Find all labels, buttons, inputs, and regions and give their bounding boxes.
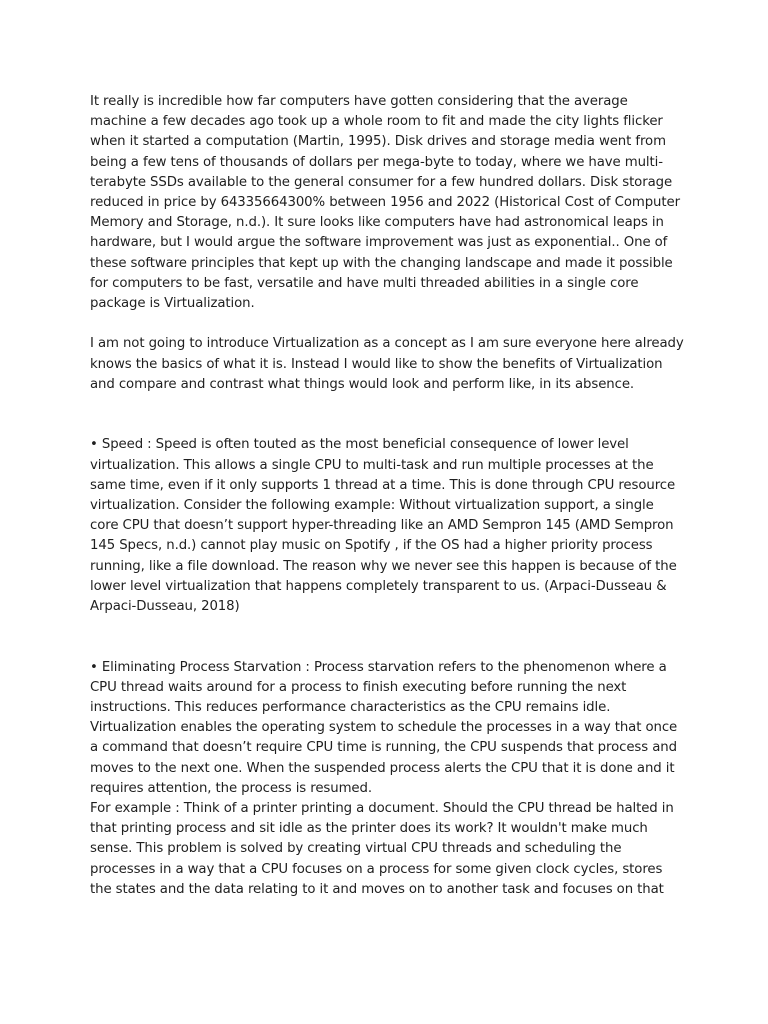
process-starvation-bullet-paragraph: • Eliminating Process Starvation : Process starvation refers to the phenomenon where a CPU thread waits around for a process to finish executing before running the next instructions. This reduces performance characteristics as the CPU remains idle. Virtualization enables the operating system to schedule the processes in a way that once a command that doesn’t require CPU time is running, the CPU suspends that process and moves to the next one. When the suspended process alerts the CPU that it is done and it requires attention, the process is resumed.	[90, 659, 678, 796]
virtualization-overview-paragraph: I am not going to introduce Virtualization as a concept as I am sure everyone here already knows the basics of what it is. Instead I would like to show the benefits of Virtualization and compare and contrast what things would look and perform like, in its absence.	[90, 336, 684, 392]
intro-paragraph: It really is incredible how far computers have gotten considering that the average machine a few decades ago took up a whole room to fit and made the city lights flicker when it started a computation (Martin, 1995). Disk drives and storage media went from being a few tens of thousands of dollars per mega-byte to today, where we have multi-terabyte SSDs available to the general consumer for a few hundred dollars. Disk storage reduced in price by 64335664300% between 1956 and 2022 (Historical Cost of Computer Memory and Storage, n.d.). It sure looks like computers have had astronomical leaps in hardware, but I would argue the software improvement was just as exponential.. One of these software principles that kept up with the changing landscape and made it possible for computers to be fast, versatile and have multi threaded abilities in a single core package is Virtualization.	[90, 94, 680, 312]
paragraph-spacer	[90, 314, 686, 334]
printer-example-paragraph: For example : Think of a printer printing a document. Should the CPU thread be halted in that printing process and sit idle as the printer does its work? It wouldn't make much sense. This problem is solved by creating virtual CPU threads and scheduling the processes in a way that a CPU focuses on a process for some given clock cycles, stores the states and the data relating to it and moves on to another task and focuses on that	[90, 801, 674, 897]
paragraph-spacer	[90, 617, 686, 657]
document-body	[90, 92, 686, 900]
paragraph-spacer	[90, 395, 686, 435]
speed-bullet-paragraph: • Speed : Speed is often touted as the most beneficial consequence of lower level virtualization. This allows a single CPU to multi-task and run multiple processes at the same time, even if it only supports 1 thread at a time. This is done through CPU resource virtualization. Consider the following example: Without virtualization support, a single core CPU that doesn’t support hyper-threading like an AMD Sempron 145 (AMD Sempron 145 Specs, n.d.) cannot play music on Spotify , if the OS had a higher priority process running, like a file download. The reason why we never see this happen is because of the lower level virtualization that happens completely transparent to us. (Arpaci-Dusseau & Arpaci-Dusseau, 2018)	[90, 437, 677, 615]
